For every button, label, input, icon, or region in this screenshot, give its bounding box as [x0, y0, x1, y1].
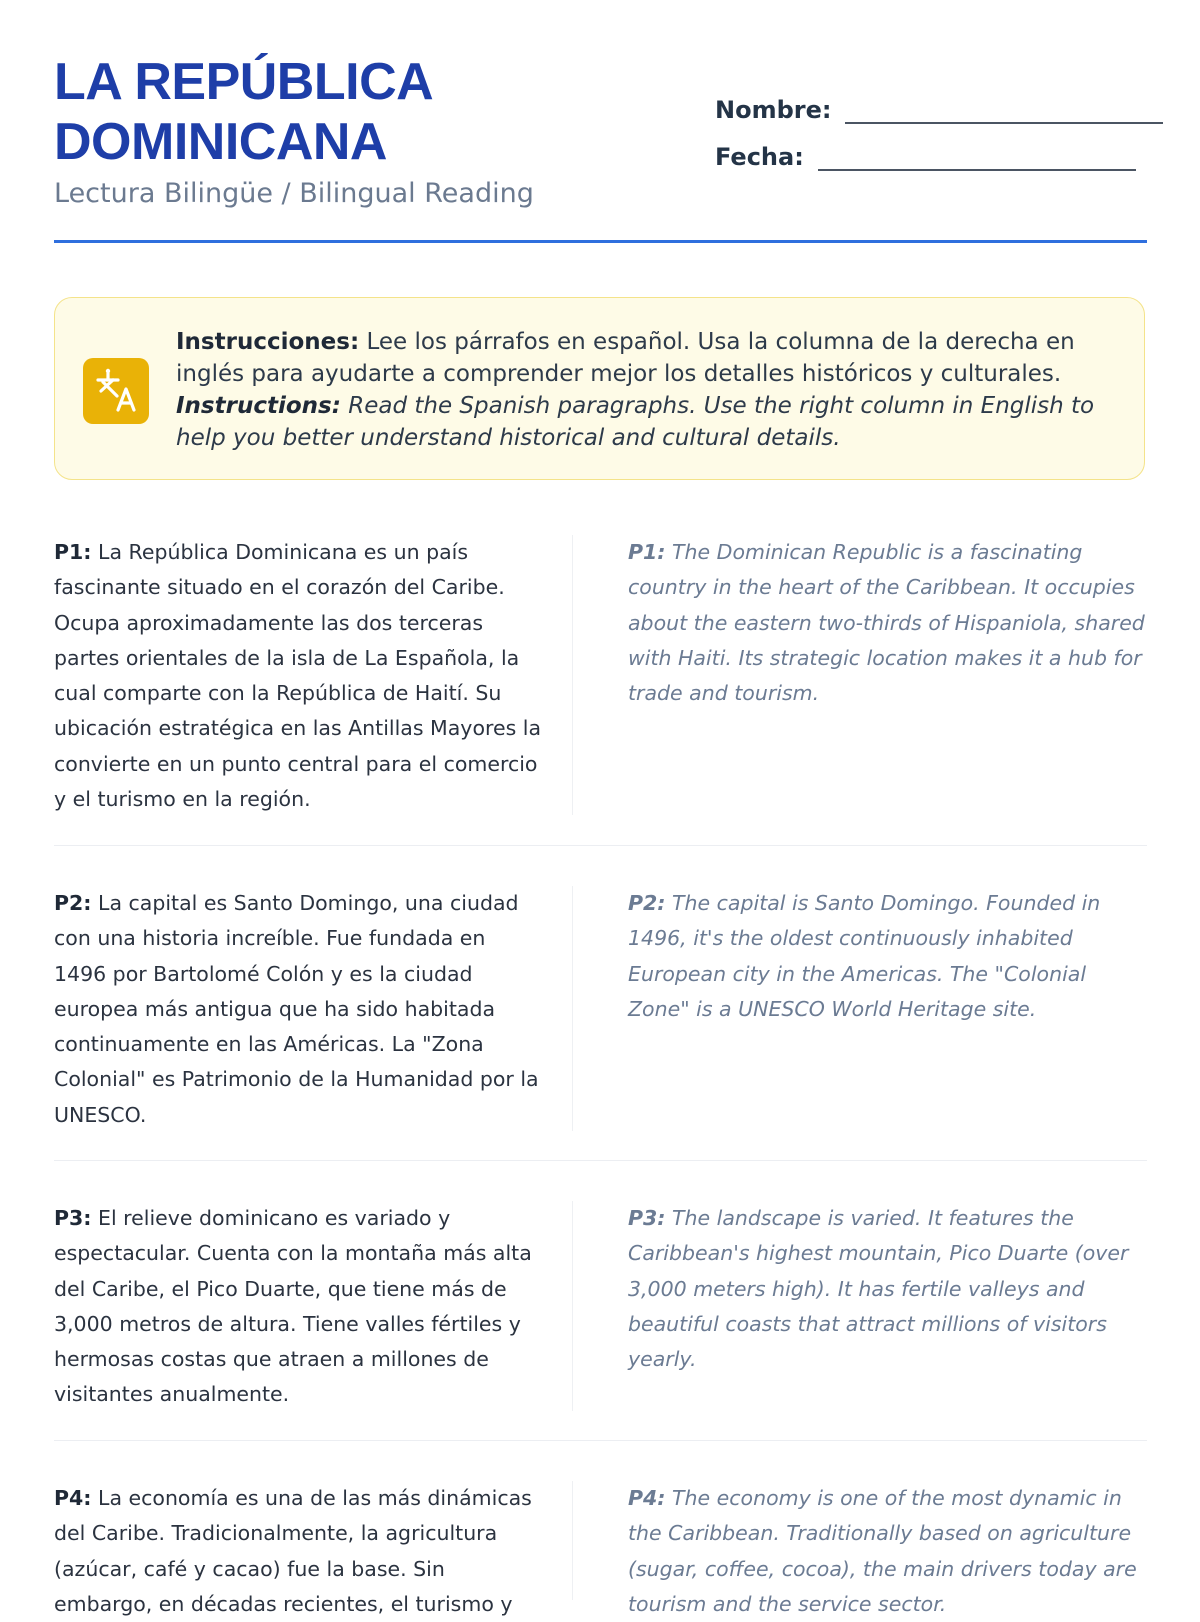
- instructions-en-label: Instructions:: [176, 393, 341, 419]
- instructions-english: [176, 390, 1116, 454]
- spanish-text: La economía es una de las más dinámicas del Caribe. Tradicionalmente, la agricultura (azúcar, café y cacao) fue la base. Sin embargo, en décadas recientes, el turismo y: [54, 1486, 532, 1616]
- name-label: Nombre:: [715, 96, 832, 124]
- page-title: [54, 52, 433, 172]
- column-divider: [572, 886, 573, 1131]
- instructions-box: [54, 297, 1145, 480]
- row-divider: [54, 1440, 1147, 1441]
- page-subtitle: Lectura Bilingüe / Bilingual Reading: [54, 178, 534, 209]
- english-paragraph: [628, 886, 1153, 1027]
- column-divider: [572, 535, 573, 815]
- paragraph-label: P1:: [628, 540, 666, 564]
- instructions-es-body: Lee los párrafos en español. Usa la columna de la derecha en inglés para ayudarte a comprender mejor los detalles históricos y culturales.: [176, 329, 1075, 387]
- paragraph-label: P4:: [54, 1486, 92, 1510]
- date-blank-line[interactable]: [818, 141, 1136, 171]
- paragraph-label: P3:: [628, 1206, 666, 1230]
- spanish-text: El relieve dominicano es variado y espectacular. Cuenta con la montaña más alta del Caribe, el Pico Duarte, que tiene más de 3,000 metros de altura. Tiene valles fértiles y hermosas costas que atraen a millones de visitantes anualmente.: [54, 1206, 532, 1407]
- english-paragraph: [628, 1481, 1153, 1622]
- english-text: The economy is one of the most dynamic in the Caribbean. Traditionally based on agriculture (sugar, coffee, cocoa), the main drivers today are tourism and the service sector.: [628, 1486, 1137, 1616]
- paragraph-label: P2:: [628, 891, 666, 915]
- name-field: [715, 94, 1163, 124]
- instructions-en-body: Read the Spanish paragraphs. Use the right column in English to help you better understand historical and cultural details.: [176, 393, 1095, 451]
- title-line-2: DOMINICANA: [54, 113, 387, 171]
- column-divider: [572, 1201, 573, 1411]
- spanish-paragraph: [54, 1481, 544, 1622]
- spanish-paragraph: [54, 1201, 544, 1413]
- date-field: [715, 141, 1136, 171]
- paragraph-label: P2:: [54, 891, 92, 915]
- header: [54, 0, 1147, 245]
- paragraph-label: P1:: [54, 540, 92, 564]
- row-divider: [54, 845, 1147, 846]
- paragraph-row-3: [54, 1201, 1147, 1411]
- instructions-es-label: Instrucciones:: [176, 329, 360, 355]
- english-text: The Dominican Republic is a fascinating country in the heart of the Caribbean. It occupies about the eastern two-thirds of Hispaniola, shared with Haiti. Its strategic location makes it a hub for trade and tourism.: [628, 540, 1145, 706]
- english-text: The landscape is varied. It features the Caribbean's highest mountain, Pico Duarte (over 3,000 meters high). It has fertile valleys and beautiful coasts that attract millions of visitors yearly.: [628, 1206, 1129, 1372]
- paragraph-label: P4:: [628, 1486, 666, 1510]
- spanish-paragraph: [54, 535, 544, 817]
- spanish-text: La República Dominicana es un país fascinante situado en el corazón del Caribe. Ocupa aproximadamente las dos terceras partes orientales de la isla de La Española, la cual comparte con la República de Haití. Su ubicación estratégica en las Antillas Mayores la convierte en un punto central para el comercio y el turismo en la región.: [54, 540, 542, 812]
- column-divider: [572, 1481, 573, 1600]
- instructions-text: [176, 326, 1116, 454]
- instructions-spanish: [176, 326, 1116, 390]
- title-line-1: LA REPÚBLICA: [54, 53, 434, 111]
- paragraph-row-4: [54, 1481, 1147, 1616]
- english-paragraph: [628, 535, 1153, 711]
- paragraph-label: P3:: [54, 1206, 92, 1230]
- paragraph-row-2: [54, 886, 1147, 1131]
- row-divider: [54, 1160, 1147, 1161]
- english-text: The capital is Santo Domingo. Founded in 1496, it's the oldest continuously inhabited European city in the Americas. The "Colonial Zone" is a UNESCO World Heritage site.: [628, 891, 1101, 1021]
- spanish-paragraph: [54, 886, 544, 1133]
- english-paragraph: [628, 1201, 1153, 1377]
- worksheet-page: [54, 0, 1147, 1616]
- name-blank-line[interactable]: [845, 94, 1163, 124]
- translate-icon: [83, 358, 149, 424]
- date-label: Fecha:: [715, 143, 804, 171]
- spanish-text: La capital es Santo Domingo, una ciudad con una historia increíble. Fue fundada en 1496 por Bartolomé Colón y es la ciudad europea más antigua que ha sido habitada continuamente en las Américas. La "Zona Colonial" es Patrimonio de la Humanidad por la UNESCO.: [54, 891, 539, 1127]
- paragraph-row-1: [54, 535, 1147, 815]
- header-divider: [54, 240, 1147, 243]
